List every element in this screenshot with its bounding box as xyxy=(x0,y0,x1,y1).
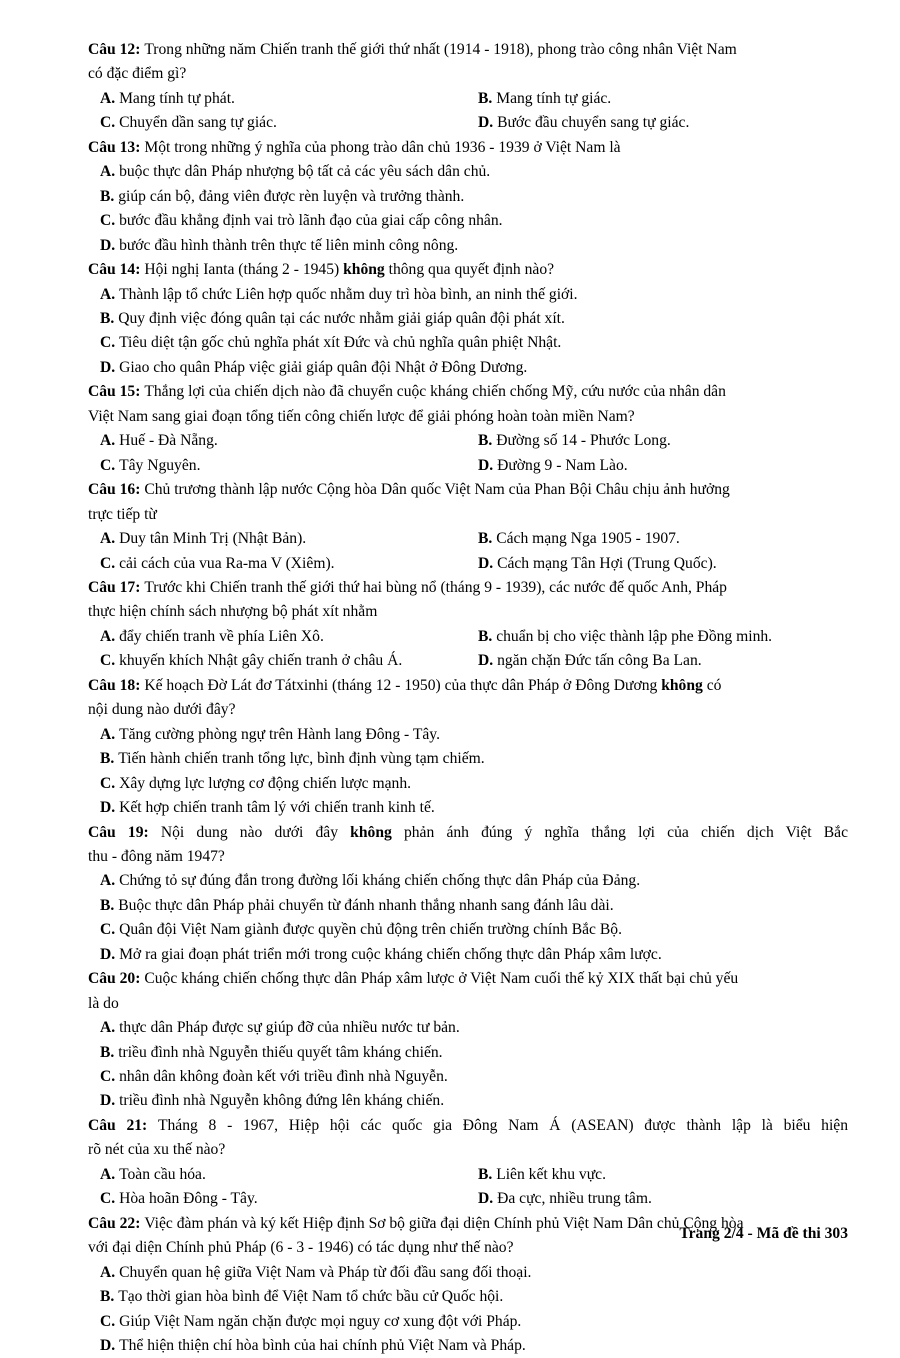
option-letter: B. xyxy=(100,1043,119,1061)
option-letter: B. xyxy=(100,187,119,205)
option-row xyxy=(88,552,848,576)
stem-text: Việc đàm phán và ký kết Hiệp định Sơ bộ giữa đại diện Chính phủ Việt Nam Dân chủ Cộng hòa xyxy=(144,1214,744,1232)
answer-option[interactable] xyxy=(88,1041,848,1065)
answer-option[interactable] xyxy=(88,649,478,673)
option-row xyxy=(88,87,848,111)
question-stem-line xyxy=(88,503,848,527)
option-row xyxy=(88,429,848,453)
answer-option[interactable] xyxy=(478,429,848,453)
answer-option[interactable] xyxy=(88,723,848,747)
question-stem-line xyxy=(88,698,848,722)
option-text: giúp cán bộ, đảng viên được rèn luyện và trưởng thành. xyxy=(118,187,465,205)
question-stem-line xyxy=(88,845,848,869)
question-block xyxy=(88,576,848,674)
stem-text: Chủ trương thành lập nước Cộng hòa Dân quốc Việt Nam của Phan Bội Châu chịu ảnh hưởng xyxy=(144,481,730,499)
option-text: Giao cho quân Pháp việc giải giáp quân đội Nhật ở Đông Dương. xyxy=(119,358,528,376)
option-text: bước đầu khẳng định vai trò lãnh đạo của giai cấp công nhân. xyxy=(119,212,503,230)
option-letter: C. xyxy=(100,1190,120,1208)
option-text: Quy định việc đóng quân tại các nước nhằm giải giáp quân đội phát xít. xyxy=(118,309,565,327)
option-text: Mang tính tự giác. xyxy=(496,89,612,107)
option-text: Xây dựng lực lượng cơ động chiến lược mạnh. xyxy=(119,774,412,792)
option-text: nhân dân không đoàn kết với triều đình nhà Nguyễn. xyxy=(119,1068,448,1086)
option-letter: D. xyxy=(100,358,120,376)
option-text: Thể hiện thiện chí hòa bình của hai chính phủ Việt Nam và Pháp. xyxy=(119,1337,526,1355)
stem-text: Thắng lợi của chiến dịch nào đã chuyển cuộc kháng chiến chống Mỹ, cứu nước của nhân dân xyxy=(144,383,726,401)
answer-option[interactable] xyxy=(88,307,848,331)
option-letter: A. xyxy=(100,432,120,450)
option-letter: D. xyxy=(478,456,498,474)
question-stem-line xyxy=(88,38,848,62)
question-stem-line xyxy=(88,576,848,600)
option-letter: B. xyxy=(100,309,119,327)
option-text: Đa cực, nhiều trung tâm. xyxy=(497,1190,652,1208)
option-text: chuẩn bị cho việc thành lập phe Đồng minh. xyxy=(496,627,773,645)
answer-option[interactable] xyxy=(88,1163,478,1187)
option-letter: D. xyxy=(478,652,498,670)
answer-option[interactable] xyxy=(88,1334,848,1358)
answer-option[interactable] xyxy=(88,772,848,796)
option-letter: B. xyxy=(478,1165,497,1183)
stem-text: Nội dung nào dưới đây xyxy=(160,823,351,841)
option-text: Tây Nguyên. xyxy=(119,456,201,474)
option-text: bước đầu hình thành trên thực tế liên minh công nông. xyxy=(119,236,459,254)
questions-container xyxy=(88,38,848,1358)
answer-option[interactable] xyxy=(88,429,478,453)
answer-option[interactable] xyxy=(478,1187,848,1211)
option-letter: D. xyxy=(100,1337,120,1355)
question-stem-line xyxy=(88,821,848,845)
option-letter: C. xyxy=(100,114,120,132)
stem-text: thông qua quyết định nào? xyxy=(384,261,555,279)
option-text: Hòa hoãn Đông - Tây. xyxy=(119,1190,258,1208)
question-stem-line xyxy=(88,600,848,624)
answer-option[interactable] xyxy=(88,869,848,893)
stem-text: thu - đông năm 1947? xyxy=(88,847,225,865)
question-label: Câu 22: xyxy=(88,1214,145,1232)
question-stem-line xyxy=(88,258,848,282)
question-stem-line xyxy=(88,992,848,1016)
question-block xyxy=(88,478,848,576)
answer-option[interactable] xyxy=(88,331,848,355)
question-stem-line xyxy=(88,62,848,86)
option-row xyxy=(88,454,848,478)
option-row xyxy=(88,625,848,649)
answer-option[interactable] xyxy=(88,283,848,307)
question-label: Câu 14: xyxy=(88,261,145,279)
answer-option[interactable] xyxy=(478,1163,848,1187)
option-letter: A. xyxy=(100,1019,120,1037)
option-text: Tăng cường phòng ngự trên Hành lang Đông - Tây. xyxy=(119,725,440,743)
question-block xyxy=(88,674,848,821)
stem-text: Một trong những ý nghĩa của phong trào dân chủ 1936 - 1939 ở Việt Nam là xyxy=(144,138,621,156)
question-stem-line xyxy=(88,1138,848,1162)
stem-text: có đặc điểm gì? xyxy=(88,65,187,83)
answer-option[interactable] xyxy=(88,796,848,820)
option-text: Quân đội Việt Nam giành được quyền chủ động trên chiến trường chính Bắc Bộ. xyxy=(119,921,622,939)
answer-option[interactable] xyxy=(88,209,848,233)
option-letter: B. xyxy=(100,750,119,768)
option-letter: D. xyxy=(100,945,120,963)
option-text: Liên kết khu vực. xyxy=(496,1165,606,1183)
question-stem-line xyxy=(88,478,848,502)
answer-option[interactable] xyxy=(88,1187,478,1211)
answer-option[interactable] xyxy=(88,747,848,771)
question-block xyxy=(88,821,848,968)
stem-text: rõ nét của xu thế nào? xyxy=(88,1141,226,1159)
stem-text: với đại diện Chính phủ Pháp (6 - 3 - 1946) có tác dụng như thế nào? xyxy=(88,1239,514,1257)
option-text: triều đình nhà Nguyễn không đứng lên kháng chiến. xyxy=(119,1092,445,1110)
answer-option[interactable] xyxy=(88,1261,848,1285)
option-letter: A. xyxy=(100,725,120,743)
question-stem-line xyxy=(88,136,848,160)
option-letter: B. xyxy=(100,896,119,914)
option-letter: B. xyxy=(478,89,497,107)
answer-option[interactable] xyxy=(88,87,478,111)
option-letter: C. xyxy=(100,1068,120,1086)
question-label: Câu 21: xyxy=(88,1116,158,1134)
option-row xyxy=(88,111,848,135)
question-label: Câu 13: xyxy=(88,138,145,156)
option-letter: C. xyxy=(100,652,120,670)
option-letter: C. xyxy=(100,774,120,792)
option-text: Tạo thời gian hòa bình để Việt Nam tổ chức bầu cử Quốc hội. xyxy=(118,1288,504,1306)
answer-option[interactable] xyxy=(88,918,848,942)
option-text: Đường 9 - Nam Lào. xyxy=(497,456,628,474)
question-stem-line xyxy=(88,967,848,991)
question-label: Câu 20: xyxy=(88,970,145,988)
question-label: Câu 18: xyxy=(88,676,145,694)
answer-option[interactable] xyxy=(88,160,848,184)
question-label: Câu 16: xyxy=(88,481,145,499)
option-letter: A. xyxy=(100,1165,120,1183)
option-text: Đường số 14 - Phước Long. xyxy=(496,432,671,450)
answer-option[interactable] xyxy=(88,1065,848,1089)
option-text: Cách mạng Nga 1905 - 1907. xyxy=(496,530,680,548)
option-text: Bước đầu chuyển sang tự giác. xyxy=(497,114,690,132)
option-text: buộc thực dân Pháp nhượng bộ tất cả các yêu sách dân chủ. xyxy=(119,163,491,181)
answer-option[interactable] xyxy=(478,111,848,135)
page-footer: Trang 2/4 - Mã đề thi 303 xyxy=(679,1225,848,1242)
option-text: Chuyển quan hệ giữa Việt Nam và Pháp từ đối đầu sang đối thoại. xyxy=(119,1263,532,1281)
option-letter: C. xyxy=(100,456,120,474)
option-letter: D. xyxy=(100,799,120,817)
answer-option[interactable] xyxy=(478,454,848,478)
answer-option[interactable] xyxy=(478,87,848,111)
option-row xyxy=(88,1187,848,1211)
question-label: Câu 15: xyxy=(88,383,145,401)
stem-text: Tháng 8 - 1967, Hiệp hội các quốc gia Đông Nam Á (ASEAN) được thành lập là biểu hiện xyxy=(157,1116,848,1134)
stem-text: Hội nghị Ianta (tháng 2 - 1945) xyxy=(144,261,344,279)
option-letter: C. xyxy=(100,212,120,230)
answer-option[interactable] xyxy=(88,356,848,380)
question-block xyxy=(88,136,848,258)
answer-option[interactable] xyxy=(88,625,478,649)
answer-option[interactable] xyxy=(88,454,478,478)
question-label: Câu 12: xyxy=(88,41,145,58)
stem-text: phản ánh đúng ý nghĩa thắng lợi của chiến dịch Việt Bắc xyxy=(391,823,848,841)
answer-option[interactable] xyxy=(478,625,848,649)
stem-text: trực tiếp từ xyxy=(88,505,157,523)
option-letter: C. xyxy=(100,334,120,352)
option-letter: A. xyxy=(100,872,120,890)
option-text: Giúp Việt Nam ngăn chặn được mọi nguy cơ xung đột với Pháp. xyxy=(119,1312,522,1330)
negation-keyword: không xyxy=(661,676,703,694)
option-row xyxy=(88,1163,848,1187)
option-row xyxy=(88,649,848,673)
stem-text: có xyxy=(702,676,722,694)
question-block xyxy=(88,38,848,136)
option-text: cải cách của vua Ra-ma V (Xiêm). xyxy=(119,554,335,572)
stem-text: là do xyxy=(88,994,119,1012)
question-block xyxy=(88,1114,848,1212)
answer-option[interactable] xyxy=(88,1016,848,1040)
option-row xyxy=(88,527,848,551)
stem-text: Trước khi Chiến tranh thế giới thứ hai bùng nổ (tháng 9 - 1939), các nước đế quốc Anh, Pháp xyxy=(144,578,727,596)
option-letter: A. xyxy=(100,163,120,181)
option-letter: A. xyxy=(100,530,120,548)
option-text: Buộc thực dân Pháp phải chuyển từ đánh nhanh thắng nhanh sang đánh lâu dài. xyxy=(118,896,614,914)
answer-option[interactable] xyxy=(88,1089,848,1113)
stem-text: thực hiện chính sách nhượng bộ phát xít nhằm xyxy=(88,603,378,621)
option-text: Mang tính tự phát. xyxy=(119,89,235,107)
option-letter: D. xyxy=(478,554,498,572)
option-text: Tiến hành chiến tranh tổng lực, bình định vùng tạm chiếm. xyxy=(118,750,485,768)
option-text: Mở ra giai đoạn phát triển mới trong cuộc kháng chiến chống thực dân Pháp xâm lược. xyxy=(119,945,662,963)
option-text: thực dân Pháp được sự giúp đỡ của nhiều nước tư bản. xyxy=(119,1019,460,1037)
option-letter: B. xyxy=(478,432,497,450)
answer-option[interactable] xyxy=(88,1285,848,1309)
option-letter: D. xyxy=(100,1092,120,1110)
option-text: Thành lập tổ chức Liên hợp quốc nhằm duy trì hòa bình, an ninh thế giới. xyxy=(119,285,578,303)
option-text: đẩy chiến tranh về phía Liên Xô. xyxy=(119,627,324,645)
question-block xyxy=(88,967,848,1114)
answer-option[interactable] xyxy=(478,527,848,551)
answer-option[interactable] xyxy=(88,552,478,576)
option-text: Cách mạng Tân Hợi (Trung Quốc). xyxy=(497,554,717,572)
answer-option[interactable] xyxy=(88,943,848,967)
option-text: Chứng tỏ sự đúng đắn trong đường lối kháng chiến chống thực dân Pháp của Đảng. xyxy=(119,872,641,890)
negation-keyword: không xyxy=(350,823,392,841)
answer-option[interactable] xyxy=(478,649,848,673)
answer-option[interactable] xyxy=(88,1310,848,1334)
option-letter: D. xyxy=(478,114,498,132)
stem-text: Kế hoạch Đờ Lát đơ Tátxinhi (tháng 12 - 1950) của thực dân Pháp ở Đông Dương xyxy=(144,676,662,694)
option-letter: D. xyxy=(100,236,120,254)
stem-text: Việt Nam sang giai đoạn tổng tiến công chiến lược để giải phóng hoàn toàn miền Nam? xyxy=(88,407,635,425)
question-label: Câu 19: xyxy=(88,823,161,841)
option-letter: A. xyxy=(100,89,120,107)
answer-option[interactable] xyxy=(88,894,848,918)
option-letter: A. xyxy=(100,627,120,645)
option-letter: A. xyxy=(100,285,120,303)
stem-text: Cuộc kháng chiến chống thực dân Pháp xâm lược ở Việt Nam cuối thế kỷ XIX thất bại chủ yếu xyxy=(144,970,739,988)
question-label: Câu 17: xyxy=(88,578,145,596)
option-text: ngăn chặn Đức tấn công Ba Lan. xyxy=(497,652,702,670)
answer-option[interactable] xyxy=(88,111,478,135)
question-stem-line xyxy=(88,405,848,429)
option-text: Huế - Đà Nẵng. xyxy=(119,432,218,450)
stem-text: nội dung nào dưới đây? xyxy=(88,701,236,719)
option-letter: C. xyxy=(100,921,120,939)
answer-option[interactable] xyxy=(88,527,478,551)
option-letter: D. xyxy=(478,1190,498,1208)
option-letter: C. xyxy=(100,554,120,572)
option-text: Duy tân Minh Trị (Nhật Bản). xyxy=(119,530,307,548)
option-letter: B. xyxy=(100,1288,119,1306)
question-block xyxy=(88,380,848,478)
answer-option[interactable] xyxy=(88,185,848,209)
option-text: Chuyển dần sang tự giác. xyxy=(119,114,277,132)
option-text: khuyến khích Nhật gây chiến tranh ở châu Á. xyxy=(119,652,403,670)
option-text: Toàn cầu hóa. xyxy=(119,1165,206,1183)
option-letter: B. xyxy=(478,627,497,645)
option-letter: B. xyxy=(478,530,497,548)
question-stem-line xyxy=(88,380,848,404)
stem-text: Trong những năm Chiến tranh thế giới thứ nhất (1914 - 1918), phong trào công nhân Việt Nam xyxy=(144,41,737,58)
question-stem-line xyxy=(88,1114,848,1138)
option-text: triều đình nhà Nguyễn thiếu quyết tâm kháng chiến. xyxy=(118,1043,443,1061)
option-letter: A. xyxy=(100,1263,120,1281)
negation-keyword: không xyxy=(343,261,385,279)
option-letter: C. xyxy=(100,1312,120,1330)
answer-option[interactable] xyxy=(88,234,848,258)
question-stem-line xyxy=(88,674,848,698)
question-block xyxy=(88,258,848,380)
answer-option[interactable] xyxy=(478,552,848,576)
option-text: Kết hợp chiến tranh tâm lý với chiến tranh kinh tế. xyxy=(119,799,435,817)
option-text: Tiêu diệt tận gốc chủ nghĩa phát xít Đức và chủ nghĩa quân phiệt Nhật. xyxy=(119,334,562,352)
